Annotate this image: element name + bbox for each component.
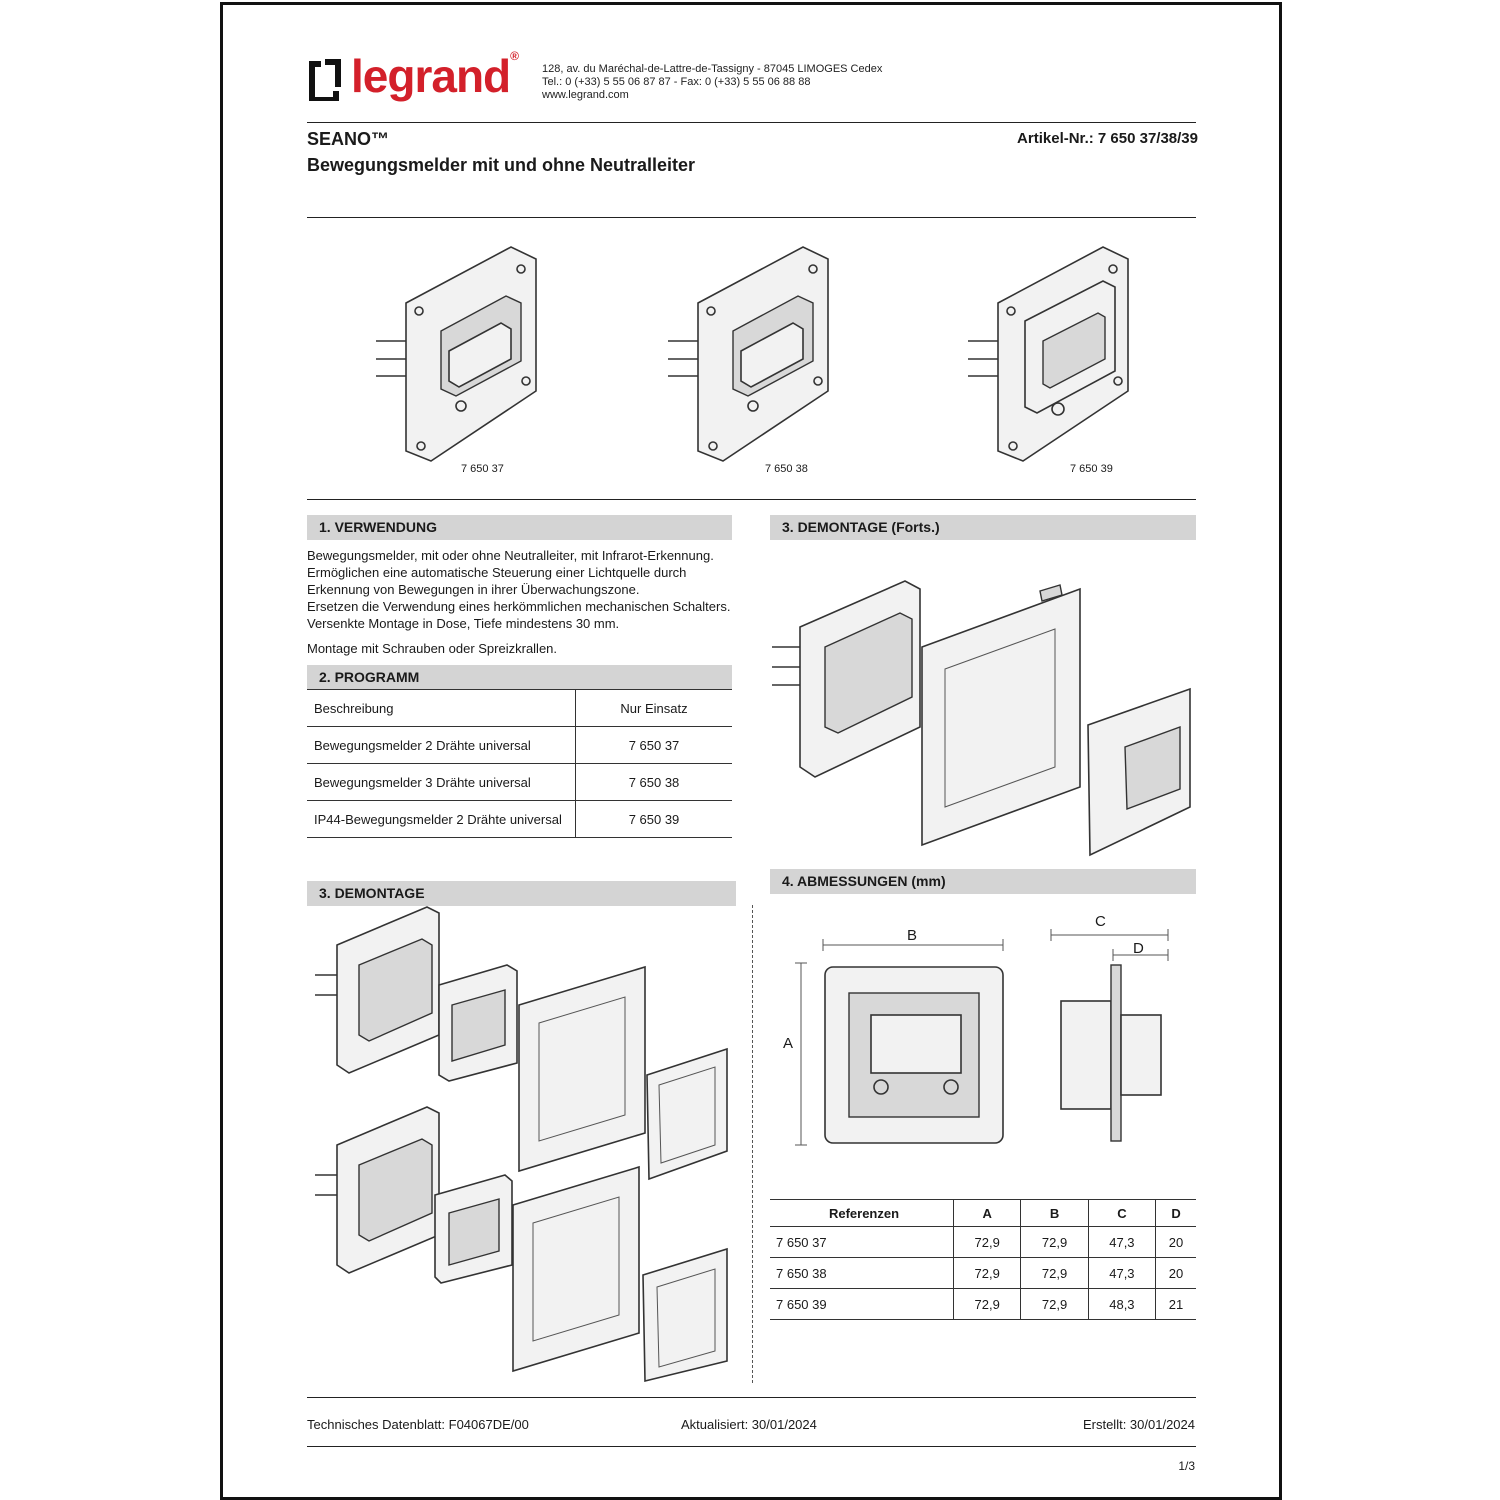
table-row: 7 650 38 72,9 72,9 47,3 20	[770, 1258, 1196, 1289]
verwendung-note: Montage mit Schrauben oder Spreizkrallen.	[307, 641, 558, 656]
product-subtitle: Bewegungsmelder mit und ohne Neutralleiter	[307, 155, 696, 175]
table-header-row: Referenzen A B C D	[770, 1200, 1196, 1227]
website-link[interactable]: www.legrand.com	[542, 89, 629, 101]
programm-table	[307, 689, 732, 838]
demontage-drawing	[307, 905, 737, 1385]
demontage-forts-drawing	[770, 577, 1196, 857]
dim-label-a: A	[783, 1035, 794, 1052]
product-image-765037	[371, 241, 541, 471]
image-caption: 7 650 39	[1070, 463, 1113, 475]
table-row: Bewegungsmelder 2 Drähte universal 7 650 37	[307, 727, 732, 764]
product-image-765038	[663, 241, 833, 471]
section-demontage-header: 3. DEMONTAGE	[307, 881, 736, 906]
section-abmessungen-header: 4. ABMESSUNGEN (mm)	[770, 869, 1196, 894]
abmessungen-table	[770, 1199, 1196, 1320]
section-demontage-forts-header: 3. DEMONTAGE (Forts.)	[770, 515, 1196, 540]
dim-label-c: C	[1095, 913, 1106, 930]
company-address	[542, 63, 882, 102]
product-image-765039	[963, 241, 1133, 471]
brand-wordmark: legrand®	[351, 49, 518, 102]
footer-datasheet: Technisches Datenblatt: F04067DE/00	[307, 1417, 529, 1432]
article-number: Artikel-Nr.: 7 650 37/38/39	[1017, 130, 1198, 147]
table-row: 7 650 39 72,9 72,9 48,3 21	[770, 1289, 1196, 1320]
contact-line: Tel.: 0 (+33) 5 55 06 87 87 - Fax: 0 (+33) 5 55 06 88 88	[542, 76, 811, 88]
image-caption: 7 650 38	[765, 463, 808, 475]
column-divider	[752, 905, 753, 1383]
footer-created: Erstellt: 30/01/2024	[1082, 1417, 1195, 1432]
dimension-drawing	[783, 915, 1183, 1155]
datasheet-page	[220, 2, 1282, 1500]
dim-label-b: B	[907, 927, 918, 944]
section-verwendung-header: 1. VERWENDUNG	[307, 515, 732, 540]
product-name: SEANO™	[307, 129, 390, 149]
table-row: IP44-Bewegungsmelder 2 Drähte universal 7 650 39	[307, 801, 732, 838]
footer-updated: Aktualisiert: 30/01/2024	[681, 1417, 817, 1432]
dim-label-d: D	[1133, 940, 1144, 957]
section-programm-header: 2. PROGRAMM	[307, 665, 732, 690]
legrand-logo-icon	[307, 57, 347, 103]
table-header-row: Beschreibung Nur Einsatz	[307, 690, 732, 727]
table-row: 7 650 37 72,9 72,9 47,3 20	[770, 1227, 1196, 1258]
page-number: 1/3	[1178, 1459, 1195, 1473]
verwendung-text: Bewegungsmelder, mit oder ohne Neutralleiter, mit Infrarot-Erkennung. Ermöglichen eine automatische Steuerung einer Lichtquelle durch Erkennung von Bewegungen in ihrer Überwachungszone. Ersetzen die Verwendung eines herkömmlichen mechanischen Schalters. Versenkte Montage in Dose, Tiefe mindestens 30 mm. Montage mit Schrauben oder Spreizkrallen.	[307, 547, 737, 657]
image-caption: 7 650 37	[461, 463, 504, 475]
table-row: Bewegungsmelder 3 Drähte universal 7 650 38	[307, 764, 732, 801]
address-line: 128, av. du Maréchal-de-Lattre-de-Tassigny - 87045 LIMOGES Cedex	[542, 63, 883, 75]
